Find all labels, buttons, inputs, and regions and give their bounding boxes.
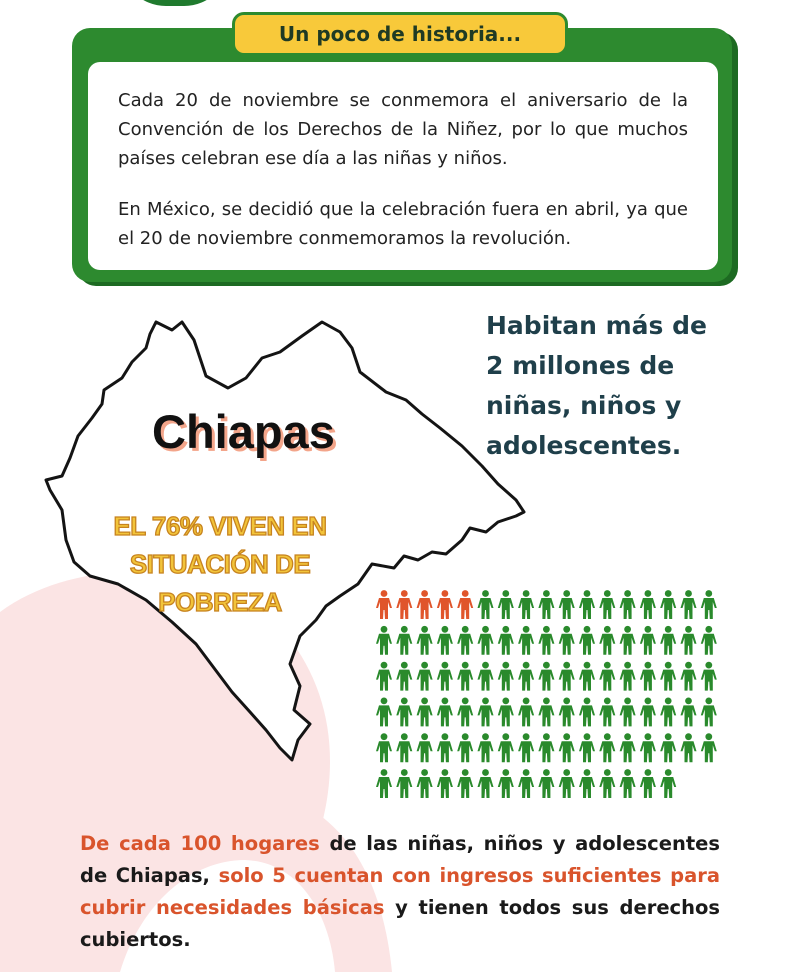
person-icon [579,662,595,691]
person-icon [660,662,676,691]
person-icon [559,769,575,798]
person-icon [640,733,656,762]
person-icon [417,769,433,798]
person-icon [437,769,453,798]
person-icon [457,626,473,655]
person-icon [579,626,595,655]
person-icon [478,769,494,798]
person-icon [376,769,392,798]
person-icon [559,698,575,727]
poverty-line-3: POBREZA [158,587,282,617]
person-icon [599,769,615,798]
person-icon [620,733,636,762]
person-icon [660,733,676,762]
person-icon [417,733,433,762]
person-icon [701,590,717,619]
person-icon [376,733,392,762]
population-statistic [486,306,776,466]
person-icon [640,698,656,727]
person-icon [559,590,575,619]
person-icon [559,662,575,691]
person-icon [396,769,412,798]
person-icon [538,769,554,798]
person-icon [620,769,636,798]
person-icon [681,626,697,655]
population-line-1: Habitan más de [486,311,707,340]
population-line-3: niñas, niños y [486,391,682,420]
person-icon-highlighted [417,590,433,619]
history-title: Un poco de historia... [232,12,568,56]
person-icon [599,590,615,619]
person-icon [538,662,554,691]
households-highlight-1: De cada 100 hogares [80,832,320,855]
person-icon [599,733,615,762]
person-icon [599,626,615,655]
person-icon [396,698,412,727]
history-content [88,62,718,270]
person-icon [538,733,554,762]
person-icon [620,662,636,691]
person-icon [376,626,392,655]
person-icon [376,698,392,727]
person-icon [478,733,494,762]
person-icon [396,626,412,655]
person-icon [457,698,473,727]
person-icon [640,590,656,619]
person-icon [478,662,494,691]
poverty-line-2: SITUACIÓN DE [129,549,311,579]
households-highlight-2: solo 5 cuentan con ingresos suficientes para cubrir necesidades básicas [80,864,721,919]
poverty-statistic [75,507,365,621]
person-icon [498,698,514,727]
person-icon [518,590,534,619]
person-icon-highlighted [437,590,453,619]
poverty-line-1: EL 76% VIVEN EN [113,511,327,541]
person-icon [620,590,636,619]
person-icon [660,626,676,655]
person-icon [660,769,676,798]
person-icon [681,698,697,727]
person-icon [701,626,717,655]
person-icon [376,662,392,691]
person-icon [498,626,514,655]
person-icon [518,662,534,691]
person-icon [599,698,615,727]
person-icon [538,626,554,655]
person-icon [579,769,595,798]
person-icon [640,626,656,655]
state-name: Chiapas [152,405,335,458]
person-icon [640,662,656,691]
person-icon [417,626,433,655]
person-icon [437,662,453,691]
person-icon [620,698,636,727]
person-icon-highlighted [376,590,392,619]
person-icon [457,769,473,798]
person-icon [478,590,494,619]
households-text-2: y tienen todos sus derechos cubiertos. [80,896,721,951]
person-icon [417,698,433,727]
person-icon [518,626,534,655]
households-text-1: de las niñas, niños y adolescentes de Chiapas, [80,832,720,887]
person-icon [701,698,717,727]
person-icon [579,733,595,762]
person-icon [640,769,656,798]
person-icon [437,733,453,762]
person-icon [437,698,453,727]
person-icon [457,662,473,691]
person-icon [599,662,615,691]
person-icon [518,698,534,727]
person-icon [701,662,717,691]
person-icon [498,662,514,691]
person-icon [620,626,636,655]
person-icon [579,590,595,619]
population-line-4: adolescentes. [486,431,682,460]
person-icon [660,590,676,619]
person-icon [417,662,433,691]
population-line-2: 2 millones de [486,351,675,380]
person-icon [518,733,534,762]
person-icon [559,733,575,762]
person-icon-highlighted [457,590,473,619]
person-icon [396,662,412,691]
people-pictogram [374,588,720,803]
person-icon [701,733,717,762]
households-statement [80,828,720,956]
person-icon [681,590,697,619]
person-icon [518,769,534,798]
person-icon [681,662,697,691]
person-icon [498,769,514,798]
person-icon [478,698,494,727]
person-icon [559,626,575,655]
person-icon [396,733,412,762]
person-icon-highlighted [396,590,412,619]
history-paragraph-2: En México, se decidió que la celebración fuera en abril, ya que el 20 de noviembre conmemoramos la revolución. [118,199,688,249]
person-icon [538,698,554,727]
person-icon [498,590,514,619]
person-icon [478,626,494,655]
person-icon [437,626,453,655]
person-icon [579,698,595,727]
person-icon [660,698,676,727]
person-icon [498,733,514,762]
person-icon [538,590,554,619]
person-icon [457,733,473,762]
history-paragraph-1: Cada 20 de noviembre se conmemora el aniversario de la Convención de los Derechos de la Niñez, por lo que muchos países celebran ese día a las niñas y niños. [118,90,688,169]
person-icon [681,733,697,762]
